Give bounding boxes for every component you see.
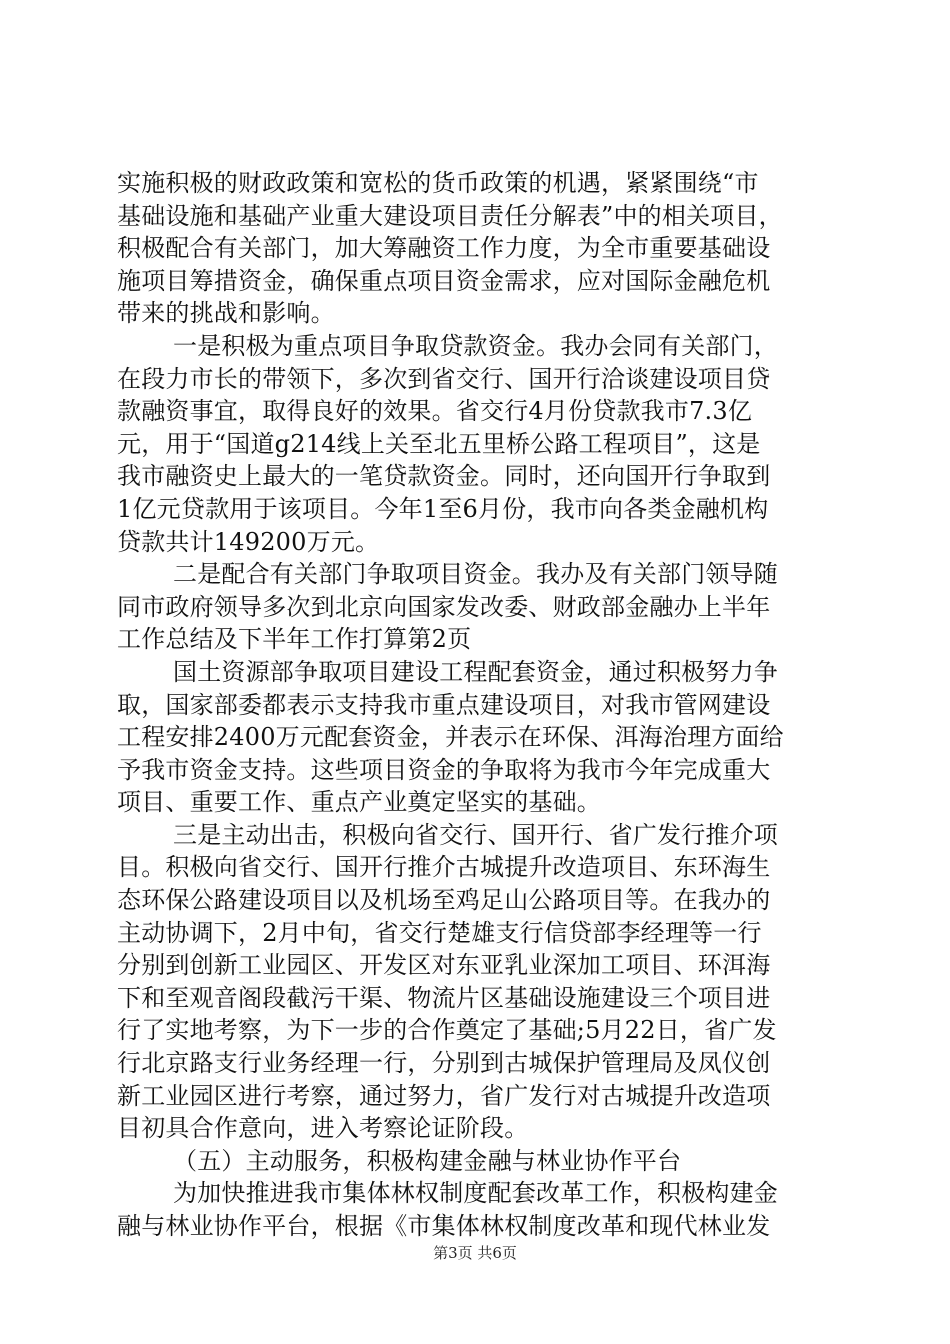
text-line: 基础设施和基础产业重大建设项目责任分解表”中的相关项目， (117, 201, 783, 230)
text-line: 目初具合作意向，进入考察论证阶段。 (117, 1114, 529, 1143)
text-line: 为加快推进我市集体林权制度配套改革工作，积极构建金 (173, 1179, 778, 1208)
text-line: 款融资事宜，取得良好的效果。省交行4月份贷款我市7.3亿 (117, 397, 753, 426)
text-line: 贷款共计149200万元。 (117, 527, 380, 556)
text-line: 下和至观音阁段截污干渠、物流片区基础设施建设三个项目进 (117, 983, 771, 1012)
text-line: 我市融资史上最大的一笔贷款资金。同时，还向国开行争取到 (117, 462, 771, 491)
text-line: 一是积极为重点项目争取贷款资金。我办会同有关部门， (173, 331, 778, 360)
text-line: 融与林业协作平台，根据《市集体林权制度改革和现代林业发 (117, 1212, 771, 1240)
text-line: 主动协调下，2月中旬，省交行楚雄支行信贷部李经理等一行 (117, 918, 762, 947)
text-line: 工程安排2400万元配套资金，并表示在环保、洱海治理方面给 (117, 723, 784, 752)
text-line: 带来的挑战和影响。 (117, 299, 335, 328)
document-body (117, 167, 833, 1243)
text-line: 在段力市长的带领下，多次到省交行、国开行洽谈建设项目贷 (117, 364, 771, 393)
text-line: 项目、重要工作、重点产业奠定坚实的基础。 (117, 788, 601, 817)
text-line: 积极配合有关部门，加大筹融资工作力度，为全市重要基础设 (117, 234, 771, 263)
text-line: 予我市资金支持。这些项目资金的争取将为我市今年完成重大 (117, 755, 771, 784)
text-line: 取，国家部委都表示支持我市重点建设项目，对我市管网建设 (117, 690, 771, 719)
text-line: 二是配合有关部门争取项目资金。我办及有关部门领导随 (173, 560, 778, 589)
text-line: 三是主动出击，积极向省交行、国开行、省广发行推介项 (173, 820, 778, 849)
page-footer: 第3页 共6页 (433, 1244, 517, 1262)
text-line: 行了实地考察，为下一步的合作奠定了基础;5月22日，省广发 (117, 1016, 777, 1045)
text-line: 元，用于“国道g214线上关至北五里桥公路工程项目”，这是 (117, 429, 761, 458)
text-line: 国土资源部争取项目建设工程配套资金，通过积极努力争 (173, 657, 778, 686)
text-line: 行北京路支行业务经理一行，分别到古城保护管理局及凤仪创 (117, 1049, 771, 1078)
text-line: 工作总结及下半年工作打算第2页 (117, 625, 472, 654)
text-line: （五）主动服务，积极构建金融与林业协作平台 (173, 1146, 682, 1175)
text-line: 新工业园区进行考察，通过努力，省广发行对古城提升改造项 (117, 1081, 771, 1110)
text-line: 1亿元贷款用于该项目。今年1至6月份，我市向各类金融机构 (117, 494, 769, 523)
text-line: 实施积极的财政政策和宽松的货币政策的机遇，紧紧围绕“市 (117, 169, 759, 197)
text-line: 同市政府领导多次到北京向国家发改委、财政部金融办上半年 (117, 592, 771, 621)
text-line: 态环保公路建设项目以及机场至鸡足山公路项目等。在我办的 (117, 886, 771, 915)
text-line: 施项目筹措资金，确保重点项目资金需求，应对国际金融危机 (117, 266, 771, 295)
text-line: 分别到创新工业园区、开发区对东亚乳业深加工项目、环洱海 (117, 951, 771, 980)
text-line: 目。积极向省交行、国开行推介古城提升改造项目、东环海生 (117, 853, 771, 882)
